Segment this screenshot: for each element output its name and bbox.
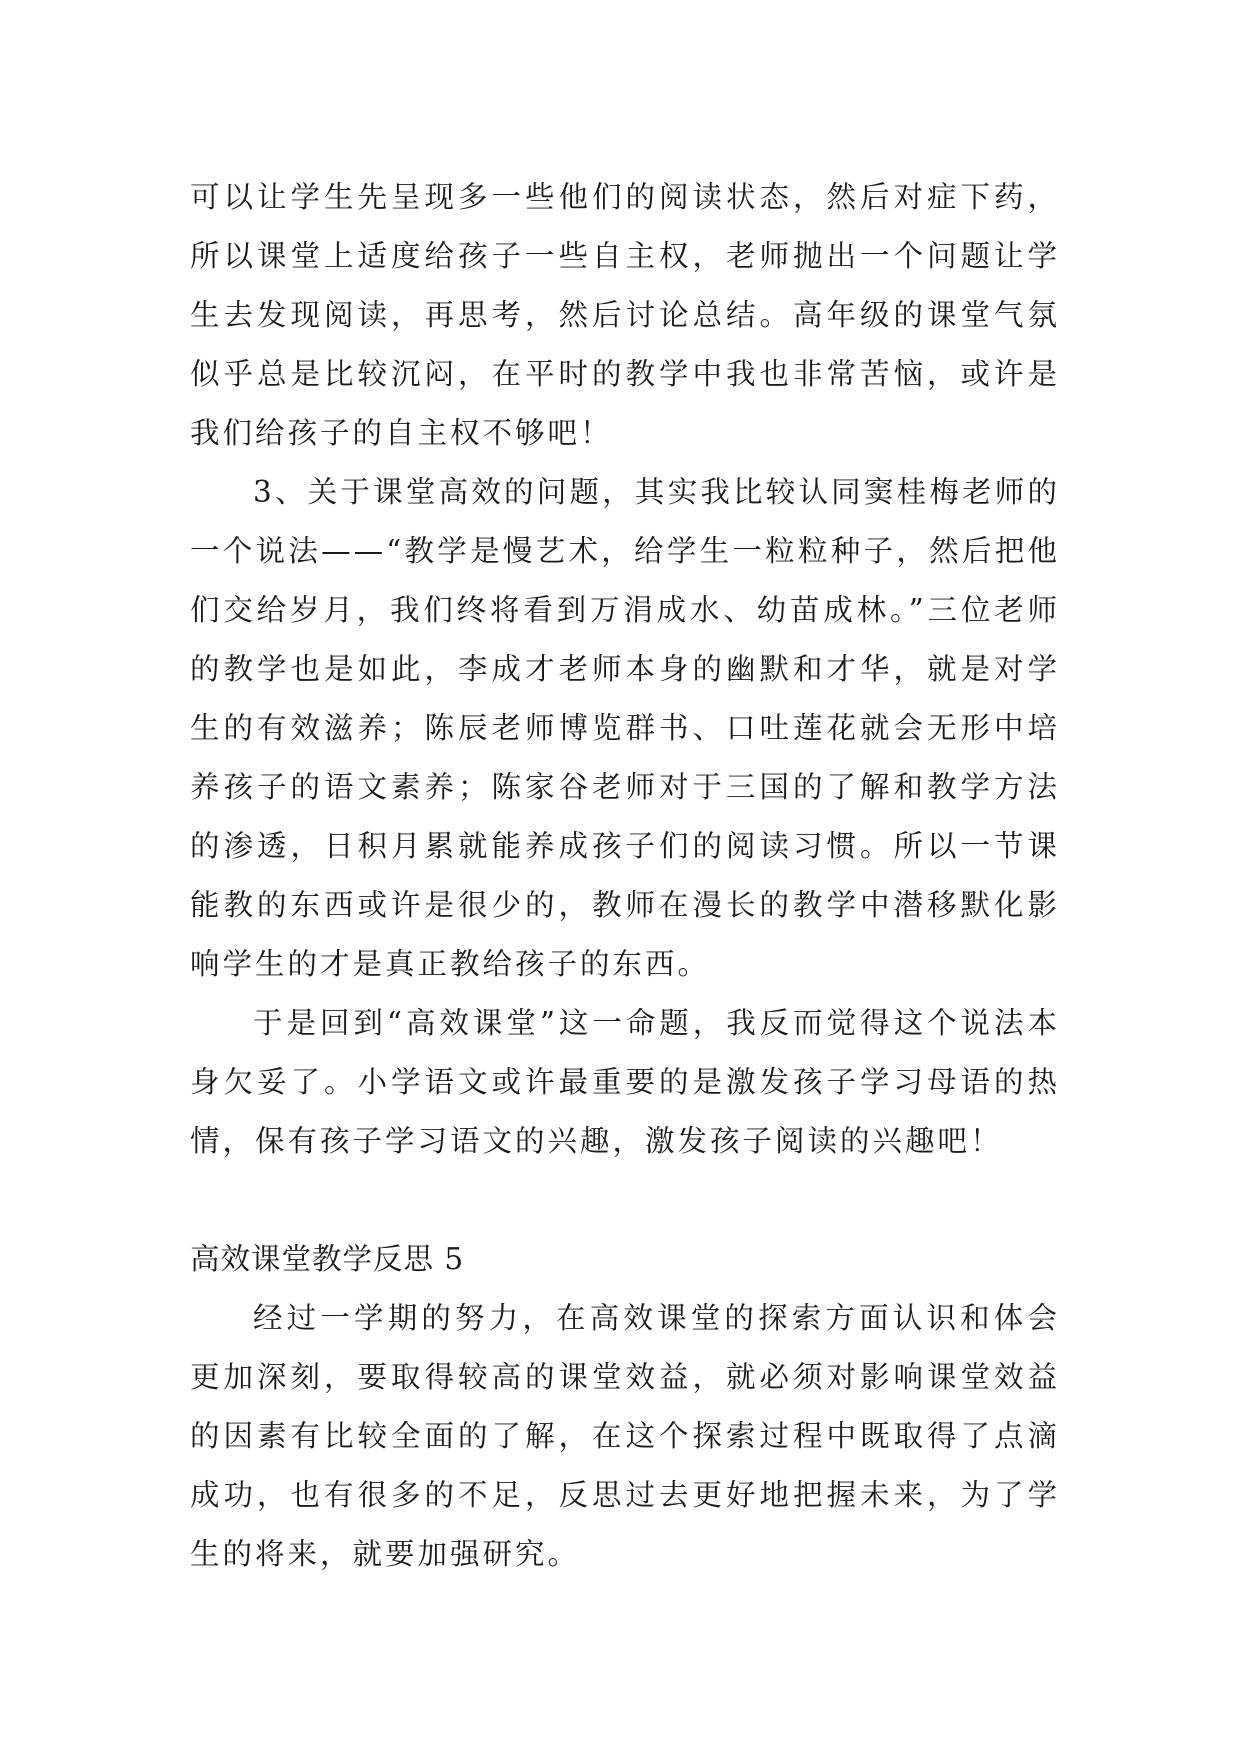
document-body [190, 168, 1060, 1584]
section-title: 高效课堂教学反思 5 [190, 1242, 465, 1276]
paragraph-point-3: 3、关于课堂高效的问题，其实我比较认同窦桂梅老师的一个说法——“教学是慢艺术，给学生一粒粒种子，然后把他们交给岁月，我们终将看到万涓成水、幼苗成林。”三位老师的教学也是如此，李成才老师本身的幽默和才华，就是对学生的有效滋养；陈辰老师博览群书、口吐莲花就会无形中培养孩子的语文素养；陈家谷老师对于三国的了解和教学方法的渗透，日积月累就能养成孩子们的阅读习惯。所以一节课能教的东西或许是很少的，教师在漫长的教学中潜移默化影响学生的才是真正教给孩子的东西。 [190, 475, 1060, 981]
section-paragraph: 经过一学期的努力，在高效课堂的探索方面认识和体会更加深刻，要取得较高的课堂效益，就必须对影响课堂效益的因素有比较全面的了解，在这个探索过程中既取得了点滴成功，也有很多的不足，反思过去更好地把握未来，为了学生的将来，就要加强研究。 [190, 1301, 1060, 1571]
paragraph-conclusion: 于是回到“高效课堂”这一命题，我反而觉得这个说法本身欠妥了。小学语文或许最重要的是激发孩子学习母语的热情，保有孩子学习语文的兴趣，激发孩子阅读的兴趣吧！ [190, 1006, 1060, 1158]
paragraph-continued: 可以让学生先呈现多一些他们的阅读状态，然后对症下药，所以课堂上适度给孩子一些自主权，老师抛出一个问题让学生去发现阅读，再思考，然后讨论总结。高年级的课堂气氛似乎总是比较沉闷，在平时的教学中我也非常苦恼，或许是我们给孩子的自主权不够吧！ [190, 180, 1060, 450]
